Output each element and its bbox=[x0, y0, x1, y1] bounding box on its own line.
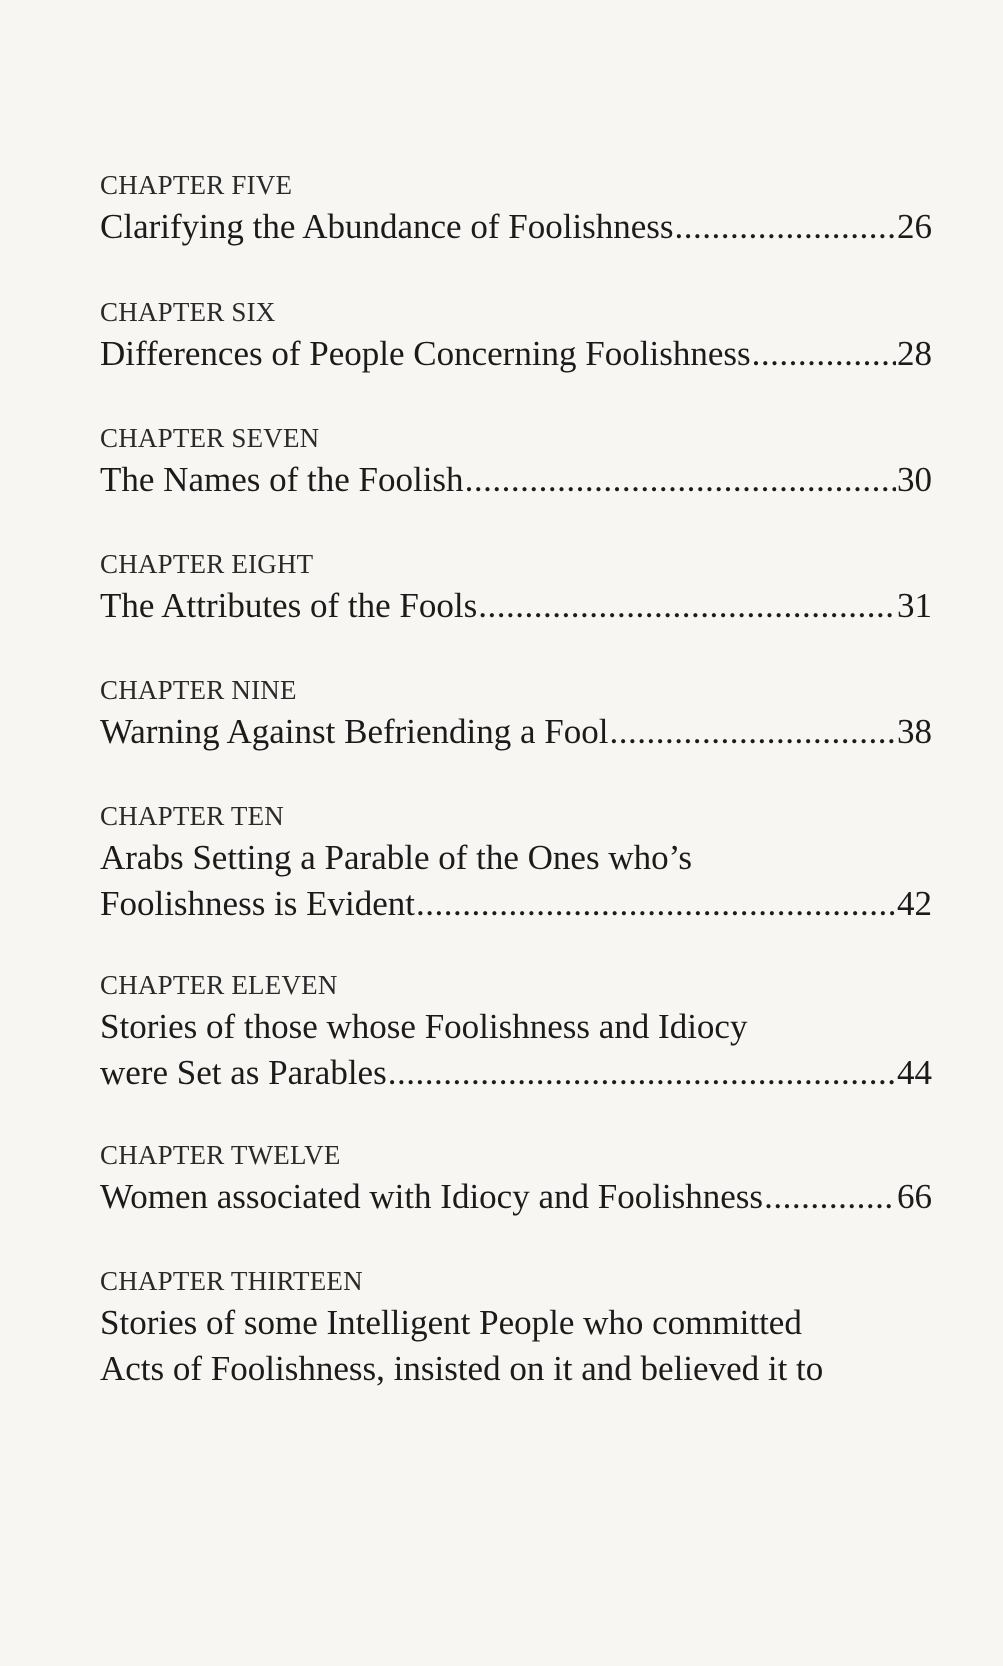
chapter-label: CHAPTER FIVE bbox=[100, 170, 293, 200]
chapter-title: Women associated with Idiocy and Foolishness bbox=[100, 1177, 764, 1216]
page-number: 38 bbox=[897, 712, 932, 751]
chapter-title: The Attributes of the Fools bbox=[100, 586, 478, 625]
chapter-title-line bbox=[100, 1174, 932, 1220]
chapter-title: Differences of People Concerning Foolishness bbox=[100, 334, 751, 373]
chapter-title-line: Arabs Setting a Parable of the Ones who’s bbox=[100, 838, 692, 877]
chapter-label: CHAPTER THIRTEEN bbox=[100, 1266, 363, 1296]
chapter-title: were Set as Parables bbox=[100, 1053, 387, 1092]
chapter-title: Foolishness is Evident bbox=[100, 884, 416, 923]
toc-entry bbox=[100, 547, 932, 629]
chapter-title-line bbox=[100, 331, 932, 377]
page-number: 30 bbox=[897, 460, 932, 499]
dot-leader bbox=[416, 881, 896, 927]
page-number: 26 bbox=[897, 207, 932, 246]
page-number: 42 bbox=[897, 884, 932, 923]
chapter-title-line bbox=[100, 204, 932, 250]
toc-entry bbox=[100, 1264, 932, 1392]
page-number: 44 bbox=[897, 1053, 932, 1092]
chapter-label: CHAPTER EIGHT bbox=[100, 549, 314, 579]
chapter-title: Clarifying the Abundance of Foolishness bbox=[100, 207, 674, 246]
chapter-title-line bbox=[100, 709, 932, 755]
toc-entry bbox=[100, 168, 932, 250]
page-number: 66 bbox=[897, 1177, 932, 1216]
toc-entry bbox=[100, 421, 932, 503]
chapter-title: The Names of the Foolish bbox=[100, 460, 464, 499]
chapter-title-line bbox=[100, 881, 932, 927]
chapter-label: CHAPTER TEN bbox=[100, 801, 284, 831]
page-number: 31 bbox=[897, 586, 932, 625]
chapter-label: CHAPTER TWELVE bbox=[100, 1140, 341, 1170]
chapter-label: CHAPTER SEVEN bbox=[100, 423, 320, 453]
page-number: 28 bbox=[897, 334, 932, 373]
dot-leader bbox=[675, 204, 896, 250]
dot-leader bbox=[752, 331, 896, 377]
toc-entry bbox=[100, 295, 932, 377]
toc-entry bbox=[100, 673, 932, 755]
chapter-title-line: Stories of those whose Foolishness and Idiocy bbox=[100, 1007, 748, 1046]
chapter-title: Warning Against Befriending a Fool bbox=[100, 712, 609, 751]
chapter-title-line bbox=[100, 583, 932, 629]
chapter-label: CHAPTER NINE bbox=[100, 675, 297, 705]
dot-leader bbox=[764, 1174, 896, 1220]
toc-entry bbox=[100, 1138, 932, 1220]
dot-leader bbox=[388, 1050, 896, 1096]
dot-leader bbox=[465, 457, 896, 503]
chapter-title-line: Stories of some Intelligent People who committed bbox=[100, 1303, 802, 1342]
chapter-title-line: Acts of Foolishness, insisted on it and believed it to bbox=[100, 1349, 824, 1388]
toc-entry bbox=[100, 799, 932, 927]
dot-leader bbox=[478, 583, 896, 629]
chapter-label: CHAPTER SIX bbox=[100, 297, 276, 327]
chapter-label: CHAPTER ELEVEN bbox=[100, 970, 338, 1000]
chapter-title-line bbox=[100, 457, 932, 503]
chapter-title-line bbox=[100, 1050, 932, 1096]
toc-entry bbox=[100, 968, 932, 1096]
dot-leader bbox=[610, 709, 897, 755]
